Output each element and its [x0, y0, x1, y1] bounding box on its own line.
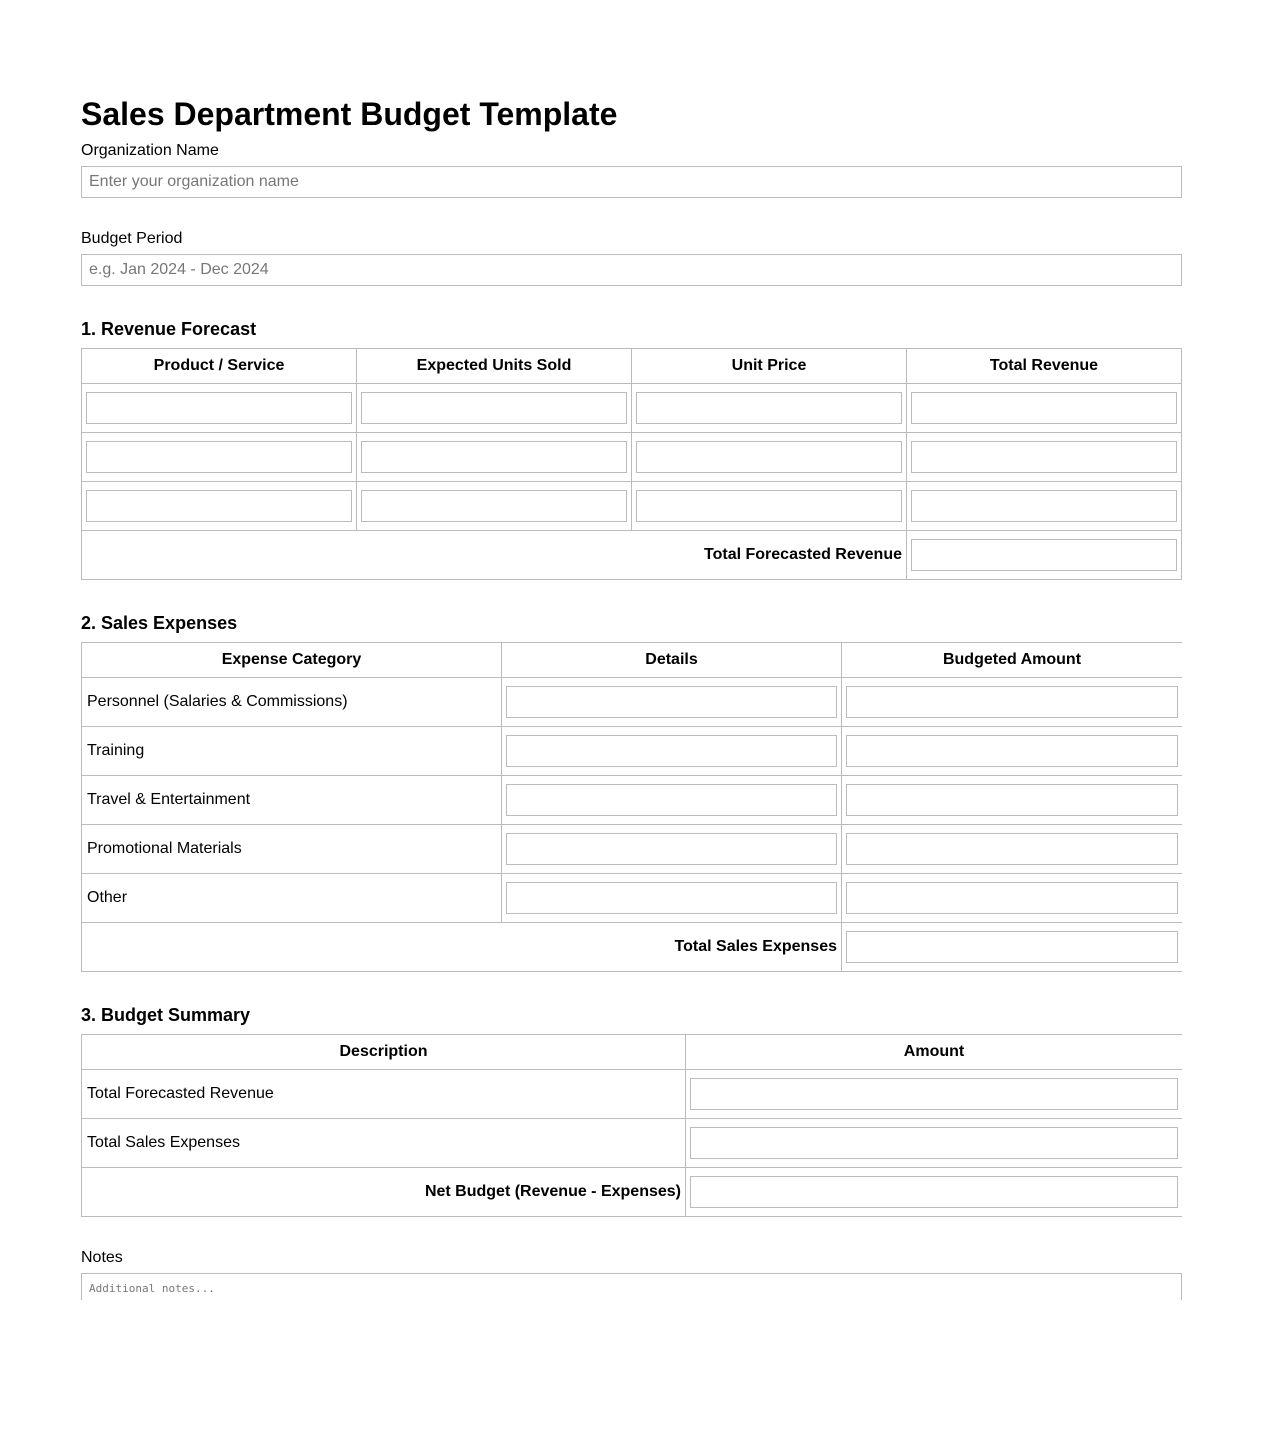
total-revenue-input[interactable] — [911, 490, 1177, 522]
amount-input[interactable] — [846, 784, 1178, 816]
details-input[interactable] — [506, 882, 837, 914]
product-input[interactable] — [86, 392, 352, 424]
details-input[interactable] — [506, 784, 837, 816]
net-label: Net Budget (Revenue - Expenses) — [82, 1168, 686, 1217]
details-input[interactable] — [506, 686, 837, 718]
units-input[interactable] — [361, 490, 627, 522]
unit-price-input[interactable] — [636, 490, 902, 522]
col-header: Amount — [686, 1035, 1183, 1070]
total-revenue-input[interactable] — [911, 441, 1177, 473]
table-row — [82, 1119, 1183, 1168]
revenue-table — [81, 348, 1182, 580]
summary-heading: 3. Budget Summary — [81, 1005, 251, 1025]
total-label: Total Sales Expenses — [82, 923, 842, 972]
expenses-heading: 2. Sales Expenses — [81, 613, 238, 633]
summary-expenses-input[interactable] — [690, 1127, 1178, 1159]
col-header: Budgeted Amount — [842, 643, 1183, 678]
amount-input[interactable] — [846, 882, 1178, 914]
description-label: Total Forecasted Revenue — [82, 1070, 686, 1119]
col-header: Expense Category — [82, 643, 502, 678]
units-input[interactable] — [361, 392, 627, 424]
col-header: Expected Units Sold — [357, 349, 632, 384]
table-row — [82, 482, 1182, 531]
units-input[interactable] — [361, 441, 627, 473]
table-row — [82, 825, 1183, 874]
unit-price-input[interactable] — [636, 392, 902, 424]
amount-input[interactable] — [846, 735, 1178, 767]
category-label: Personnel (Salaries & Commissions) — [82, 678, 502, 727]
amount-input[interactable] — [846, 833, 1178, 865]
table-row — [82, 776, 1183, 825]
col-header: Description — [82, 1035, 686, 1070]
details-input[interactable] — [506, 735, 837, 767]
table-row — [82, 678, 1183, 727]
period-label: Budget Period — [81, 230, 183, 247]
table-row — [82, 1070, 1183, 1119]
category-label: Training — [82, 727, 502, 776]
total-label: Total Forecasted Revenue — [82, 531, 907, 580]
total-sales-expenses-input[interactable] — [846, 931, 1178, 963]
col-header: Unit Price — [632, 349, 907, 384]
table-row — [82, 384, 1182, 433]
unit-price-input[interactable] — [636, 441, 902, 473]
notes-textarea[interactable] — [81, 1273, 1182, 1300]
category-label: Travel & Entertainment — [82, 776, 502, 825]
net-budget-input[interactable] — [690, 1176, 1178, 1208]
details-input[interactable] — [506, 833, 837, 865]
total-row — [82, 531, 1182, 580]
col-header: Details — [502, 643, 842, 678]
expenses-table — [81, 642, 1182, 972]
revenue-heading: 1. Revenue Forecast — [81, 319, 257, 339]
org-name-input[interactable] — [81, 166, 1182, 198]
description-label: Total Sales Expenses — [82, 1119, 686, 1168]
product-input[interactable] — [86, 490, 352, 522]
col-header: Product / Service — [82, 349, 357, 384]
total-revenue-input[interactable] — [911, 392, 1177, 424]
total-row — [82, 1168, 1183, 1217]
col-header: Total Revenue — [907, 349, 1182, 384]
category-label: Other — [82, 874, 502, 923]
page-title: Sales Department Budget Template — [81, 96, 618, 132]
product-input[interactable] — [86, 441, 352, 473]
summary-table — [81, 1034, 1182, 1217]
org-label: Organization Name — [81, 142, 219, 159]
table-row — [82, 727, 1183, 776]
budget-form — [81, 0, 1182, 1300]
budget-period-input[interactable] — [81, 254, 1182, 286]
category-label: Promotional Materials — [82, 825, 502, 874]
total-row — [82, 923, 1183, 972]
table-row — [82, 433, 1182, 482]
notes-label: Notes — [81, 1249, 123, 1266]
table-row — [82, 874, 1183, 923]
amount-input[interactable] — [846, 686, 1178, 718]
total-forecasted-revenue-input[interactable] — [911, 539, 1177, 571]
summary-revenue-input[interactable] — [690, 1078, 1178, 1110]
